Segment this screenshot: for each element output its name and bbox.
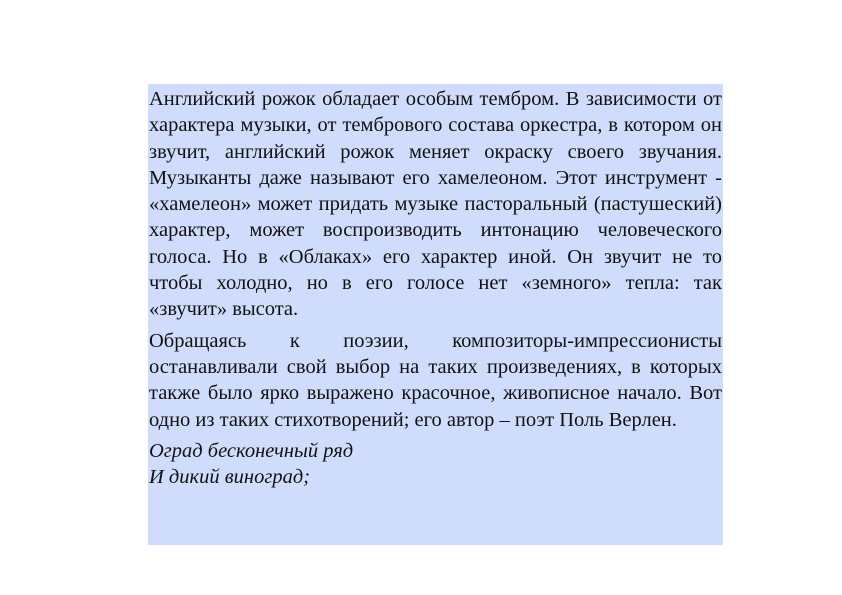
paragraph-impressionists: Обращаясь к поэзии, композиторы-импрессионисты останавливали свой выбор на таких произведениях, в которых также было ярко выражено красочное, живописное начало. Вот одно из таких стихотворений; его автор – поэт Поль Верлен. <box>149 329 722 431</box>
verse-excerpt <box>149 438 722 491</box>
verse-line: Оград бесконечный ряд <box>149 439 354 462</box>
text-box <box>148 84 723 545</box>
verse-line: И дикий виноград; <box>149 466 311 489</box>
paragraph-english-horn: Английский рожок обладает особым тембром. В зависимости от характера музыки, от тембрового состава оркестра, в котором он звучит, английский рожок меняет окраску своего звучания. Музыканты даже называют его хамелеоном. Этот инструмент - «хамелеон» может придать музыке пасторальный (пастушеский) характер, может воспроизводить интонацию человеческого голоса. Но в «Облаках» его характер иной. Он звучит не то чтобы холодно, но в его голосе нет «земного» тепла: так «звучит» высота. <box>149 88 722 321</box>
